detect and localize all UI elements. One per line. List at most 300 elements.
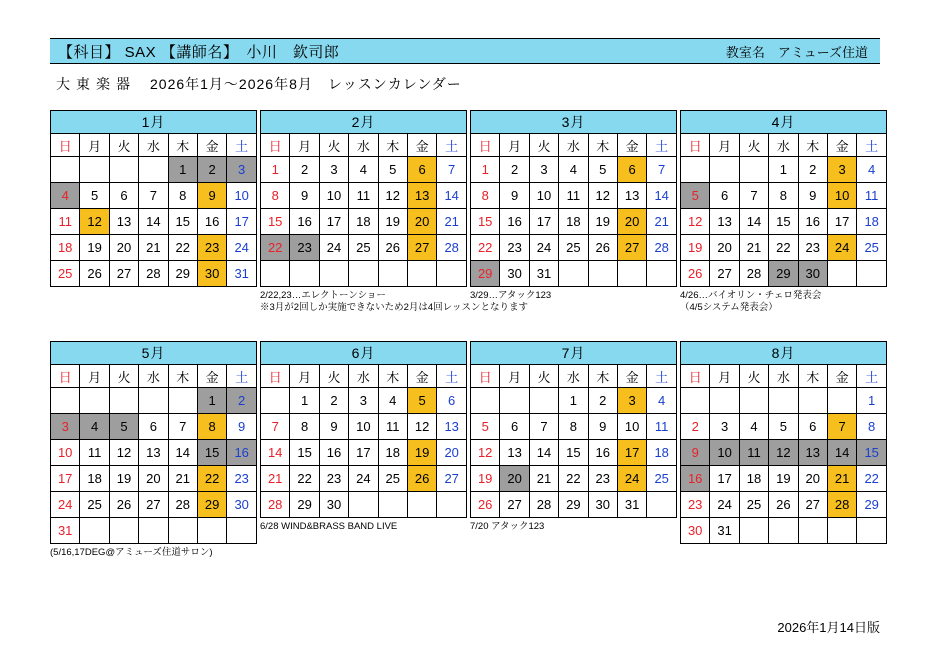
calendar-day-cell[interactable]: 25 [857, 235, 887, 261]
calendar-day-cell[interactable]: 11 [559, 183, 588, 209]
calendar-empty-cell [168, 518, 197, 544]
dow-header: 月 [290, 134, 319, 157]
calendar-day-cell[interactable]: 26 [407, 466, 436, 492]
calendar-day-cell[interactable]: 6 [437, 388, 467, 414]
calendar-day-cell[interactable]: 23 [227, 466, 257, 492]
calendar-day-cell[interactable]: 23 [500, 235, 529, 261]
calendar-empty-cell [139, 388, 168, 414]
calendar-day-cell[interactable]: 14 [739, 209, 768, 235]
calendar-day-cell[interactable]: 2 [227, 388, 257, 414]
calendar-day-cell[interactable]: 22 [168, 235, 197, 261]
calendar-day-cell[interactable]: 19 [769, 466, 798, 492]
calendar-note-line: 6/28 WIND&BRASS BAND LIVE [260, 521, 398, 532]
calendar-day-cell[interactable]: 9 [588, 414, 617, 440]
calendar-day-cell[interactable]: 4 [647, 388, 677, 414]
dow-header: 日 [261, 134, 290, 157]
calendar-day-cell[interactable]: 5 [681, 183, 710, 209]
calendar-day-cell[interactable]: 3 [51, 414, 80, 440]
calendar-day-cell[interactable]: 2 [319, 388, 348, 414]
calendar-day-cell[interactable]: 3 [827, 157, 856, 183]
calendar-day-cell[interactable]: 20 [407, 209, 436, 235]
calendar-day-cell[interactable]: 14 [827, 440, 856, 466]
calendar-day-cell[interactable]: 1 [559, 388, 588, 414]
dow-header: 火 [529, 365, 558, 388]
calendar-day-cell[interactable]: 24 [319, 235, 348, 261]
calendar-day-cell[interactable]: 27 [437, 466, 467, 492]
calendar-day-cell[interactable]: 16 [290, 209, 319, 235]
calendar-day-cell[interactable]: 25 [647, 466, 677, 492]
calendar-day-cell[interactable]: 13 [139, 440, 168, 466]
calendar-day-cell[interactable]: 9 [798, 183, 827, 209]
calendar-day-cell[interactable]: 26 [588, 235, 617, 261]
calendar-day-cell[interactable]: 31 [227, 261, 257, 287]
calendar-day-cell[interactable]: 23 [681, 492, 710, 518]
calendar-day-cell[interactable]: 28 [529, 492, 558, 518]
calendar-day-cell[interactable]: 13 [617, 183, 646, 209]
calendar-week-row [471, 414, 677, 440]
calendar-day-cell[interactable]: 17 [710, 466, 739, 492]
calendar-day-cell[interactable]: 11 [349, 183, 378, 209]
calendar-day-cell[interactable]: 1 [769, 157, 798, 183]
calendar-empty-cell [407, 261, 436, 287]
calendar-day-cell[interactable]: 13 [500, 440, 529, 466]
calendar-day-cell[interactable]: 28 [261, 492, 290, 518]
calendar-day-cell[interactable]: 9 [681, 440, 710, 466]
calendar-day-cell[interactable]: 8 [261, 183, 290, 209]
calendar-day-cell[interactable]: 15 [769, 209, 798, 235]
calendar-day-cell[interactable]: 16 [798, 209, 827, 235]
calendar-day-cell[interactable]: 29 [769, 261, 798, 287]
calendar-day-cell[interactable]: 27 [139, 492, 168, 518]
calendar-day-cell[interactable]: 3 [617, 388, 646, 414]
calendar-day-cell[interactable]: 8 [471, 183, 500, 209]
calendar-week-row [681, 235, 887, 261]
calendar-day-cell[interactable]: 13 [437, 414, 467, 440]
calendar-day-cell[interactable]: 22 [857, 466, 887, 492]
calendar-day-cell[interactable]: 21 [168, 466, 197, 492]
dow-header: 月 [500, 365, 529, 388]
calendar-day-cell[interactable]: 19 [681, 235, 710, 261]
calendar-week-row [261, 261, 467, 287]
calendar-day-cell[interactable]: 8 [559, 414, 588, 440]
calendar-day-cell[interactable]: 19 [80, 235, 109, 261]
calendar-empty-cell [588, 261, 617, 287]
calendar-empty-cell [827, 388, 856, 414]
calendar-day-cell[interactable]: 18 [739, 466, 768, 492]
calendar-day-cell[interactable]: 15 [471, 209, 500, 235]
calendar-day-cell[interactable]: 15 [197, 440, 226, 466]
calendar-day-cell[interactable]: 12 [769, 440, 798, 466]
calendar-day-cell[interactable]: 11 [51, 209, 80, 235]
calendar-day-cell[interactable]: 5 [80, 183, 109, 209]
calendar-day-cell[interactable]: 30 [319, 492, 348, 518]
calendar-week-row [51, 440, 257, 466]
dow-header: 木 [168, 134, 197, 157]
calendar-day-cell[interactable]: 6 [407, 157, 436, 183]
calendar-day-cell[interactable]: 24 [827, 235, 856, 261]
calendar-table [470, 110, 677, 287]
calendar-day-cell[interactable]: 13 [710, 209, 739, 235]
calendar-day-cell[interactable]: 26 [471, 492, 500, 518]
calendar-day-cell[interactable]: 6 [798, 414, 827, 440]
calendar-day-cell[interactable]: 27 [617, 235, 646, 261]
calendar-empty-cell [471, 388, 500, 414]
calendar-day-cell[interactable]: 25 [378, 466, 407, 492]
calendar-day-cell[interactable]: 17 [617, 440, 646, 466]
calendar-empty-cell [407, 492, 436, 518]
calendar-day-cell[interactable]: 25 [559, 235, 588, 261]
calendar-day-cell[interactable]: 11 [647, 414, 677, 440]
calendar-row-second [50, 341, 887, 559]
calendar-note-line: 7/20 アタック123 [470, 521, 545, 532]
calendar-day-cell[interactable]: 20 [139, 466, 168, 492]
calendar-day-cell[interactable]: 24 [529, 235, 558, 261]
calendar-day-cell[interactable]: 18 [80, 466, 109, 492]
calendar-day-cell[interactable]: 11 [378, 414, 407, 440]
calendar-day-cell[interactable]: 14 [437, 183, 467, 209]
calendar-day-cell[interactable]: 21 [739, 235, 768, 261]
calendar-day-cell[interactable]: 3 [529, 157, 558, 183]
calendar-day-cell[interactable]: 28 [647, 235, 677, 261]
calendar-day-cell[interactable]: 28 [739, 261, 768, 287]
calendar-day-cell[interactable]: 22 [769, 235, 798, 261]
calendar-day-cell[interactable]: 14 [139, 209, 168, 235]
calendar-day-cell[interactable]: 7 [529, 414, 558, 440]
calendar-day-cell[interactable]: 8 [290, 414, 319, 440]
calendar-day-cell[interactable]: 29 [857, 492, 887, 518]
calendar-day-cell[interactable]: 29 [168, 261, 197, 287]
calendar-day-cell[interactable]: 6 [500, 414, 529, 440]
calendar-day-cell[interactable]: 29 [197, 492, 226, 518]
calendar-day-cell[interactable]: 2 [290, 157, 319, 183]
calendar-day-cell[interactable]: 11 [80, 440, 109, 466]
dow-header: 火 [109, 134, 138, 157]
calendar-day-cell[interactable]: 18 [559, 209, 588, 235]
calendar-day-cell[interactable]: 30 [197, 261, 226, 287]
dow-header: 土 [227, 134, 257, 157]
calendar-day-cell[interactable]: 29 [559, 492, 588, 518]
calendar-day-cell[interactable]: 30 [227, 492, 257, 518]
dow-header: 火 [529, 134, 558, 157]
calendar-day-cell[interactable]: 16 [227, 440, 257, 466]
calendar-day-cell[interactable]: 12 [471, 440, 500, 466]
shop-name: 大東楽器 [56, 76, 136, 92]
calendar-day-cell[interactable]: 9 [319, 414, 348, 440]
calendar-day-cell[interactable]: 20 [437, 440, 467, 466]
calendar-day-cell[interactable]: 1 [168, 157, 197, 183]
calendar-day-cell[interactable]: 9 [227, 414, 257, 440]
calendar-day-cell[interactable]: 3 [227, 157, 257, 183]
calendar-day-cell[interactable]: 21 [647, 209, 677, 235]
calendar-day-cell[interactable]: 13 [109, 209, 138, 235]
calendar-day-cell[interactable]: 1 [261, 157, 290, 183]
calendar-day-cell[interactable]: 24 [349, 466, 378, 492]
calendar-day-cell[interactable]: 1 [197, 388, 226, 414]
calendar-day-cell[interactable]: 4 [378, 388, 407, 414]
calendar-day-cell[interactable]: 14 [647, 183, 677, 209]
calendar-day-cell[interactable]: 12 [109, 440, 138, 466]
calendar-day-cell[interactable]: 27 [798, 492, 827, 518]
calendar-day-cell[interactable]: 27 [109, 261, 138, 287]
calendar-day-cell[interactable]: 29 [471, 261, 500, 287]
calendar-day-cell[interactable]: 10 [710, 440, 739, 466]
calendar-day-cell[interactable]: 1 [471, 157, 500, 183]
calendar-day-cell[interactable]: 6 [710, 183, 739, 209]
calendar-day-cell[interactable]: 4 [349, 157, 378, 183]
calendar-day-cell[interactable]: 6 [617, 157, 646, 183]
calendar-day-cell[interactable]: 14 [168, 440, 197, 466]
calendar-day-cell[interactable]: 14 [261, 440, 290, 466]
calendar-day-cell[interactable]: 10 [529, 183, 558, 209]
calendar-day-cell[interactable]: 28 [168, 492, 197, 518]
calendar-day-cell[interactable]: 8 [769, 183, 798, 209]
calendar-day-cell[interactable]: 30 [798, 261, 827, 287]
calendar-empty-cell [319, 261, 348, 287]
calendar-day-cell[interactable]: 12 [378, 183, 407, 209]
calendar-day-cell[interactable]: 7 [739, 183, 768, 209]
calendar-day-cell[interactable]: 11 [857, 183, 887, 209]
dow-header: 日 [681, 134, 710, 157]
calendar-day-cell[interactable]: 24 [617, 466, 646, 492]
calendar-day-cell[interactable]: 15 [168, 209, 197, 235]
calendar-day-cell[interactable]: 15 [261, 209, 290, 235]
calendar-day-cell[interactable]: 25 [80, 492, 109, 518]
calendar-day-cell[interactable]: 31 [51, 518, 80, 544]
calendar-day-cell[interactable]: 21 [261, 466, 290, 492]
calendar-day-cell[interactable]: 30 [681, 518, 710, 544]
calendar-day-cell[interactable]: 12 [681, 209, 710, 235]
calendar-week-row [471, 235, 677, 261]
calendar-day-cell[interactable]: 17 [529, 209, 558, 235]
calendar-empty-cell [437, 261, 467, 287]
calendar-day-cell[interactable]: 22 [471, 235, 500, 261]
calendar-day-cell[interactable]: 19 [407, 440, 436, 466]
calendar-day-cell[interactable]: 26 [769, 492, 798, 518]
calendar-day-cell[interactable]: 4 [51, 183, 80, 209]
month-title: 8月 [681, 342, 887, 365]
calendar-day-cell[interactable]: 19 [378, 209, 407, 235]
calendar-day-cell[interactable]: 4 [739, 414, 768, 440]
calendar-day-cell[interactable]: 2 [500, 157, 529, 183]
calendar-day-cell[interactable]: 21 [139, 235, 168, 261]
calendar-day-cell[interactable]: 10 [319, 183, 348, 209]
calendar-day-cell[interactable]: 15 [290, 440, 319, 466]
period-label: 2026年1月～2026年8月 レッスンカレンダー [150, 76, 462, 92]
calendar-day-cell[interactable]: 2 [588, 388, 617, 414]
dow-header: 土 [647, 134, 677, 157]
calendar-day-cell[interactable]: 17 [227, 209, 257, 235]
calendar-day-cell[interactable]: 26 [80, 261, 109, 287]
calendar-day-cell[interactable]: 2 [197, 157, 226, 183]
calendar-day-cell[interactable]: 21 [437, 209, 467, 235]
calendar-day-cell[interactable]: 20 [109, 235, 138, 261]
calendar-day-cell[interactable]: 14 [529, 440, 558, 466]
calendar-day-cell[interactable]: 12 [588, 183, 617, 209]
calendar-day-cell[interactable]: 20 [798, 466, 827, 492]
calendar-day-cell[interactable]: 27 [407, 235, 436, 261]
calendar-day-cell[interactable]: 5 [588, 157, 617, 183]
calendar-empty-cell [80, 518, 109, 544]
calendar-day-cell[interactable]: 5 [471, 414, 500, 440]
calendar-day-cell[interactable]: 30 [500, 261, 529, 287]
calendar-day-cell[interactable]: 26 [378, 235, 407, 261]
calendar-day-cell[interactable]: 18 [857, 209, 887, 235]
calendar-day-cell[interactable]: 22 [261, 235, 290, 261]
calendar-day-cell[interactable]: 5 [407, 388, 436, 414]
calendar-day-cell[interactable]: 10 [51, 440, 80, 466]
calendar-day-cell[interactable]: 1 [290, 388, 319, 414]
calendar-day-cell[interactable]: 7 [647, 157, 677, 183]
calendar-week-row [51, 157, 257, 183]
calendar-day-cell[interactable]: 8 [197, 414, 226, 440]
calendar-empty-cell [798, 518, 827, 544]
dow-header: 月 [80, 134, 109, 157]
dow-header: 月 [290, 365, 319, 388]
calendar-day-cell[interactable]: 10 [349, 414, 378, 440]
calendar-day-cell[interactable]: 22 [197, 466, 226, 492]
calendar-day-cell[interactable]: 4 [857, 157, 887, 183]
calendar-note [50, 547, 257, 559]
calendar-day-cell[interactable]: 3 [710, 414, 739, 440]
calendar-day-cell[interactable]: 9 [290, 183, 319, 209]
calendar-table [680, 110, 887, 287]
calendar-week-row [51, 261, 257, 287]
calendar-day-cell[interactable]: 20 [617, 209, 646, 235]
calendar-day-cell[interactable]: 15 [559, 440, 588, 466]
calendar-day-cell[interactable]: 13 [407, 183, 436, 209]
calendar-day-cell[interactable]: 17 [349, 440, 378, 466]
calendar-day-cell[interactable]: 23 [290, 235, 319, 261]
calendar-day-cell[interactable]: 9 [197, 183, 226, 209]
dow-header: 水 [769, 134, 798, 157]
calendar-day-cell[interactable]: 31 [529, 261, 558, 287]
calendar-day-cell[interactable]: 20 [500, 466, 529, 492]
calendar-day-cell[interactable]: 5 [769, 414, 798, 440]
calendar-day-cell[interactable]: 17 [827, 209, 856, 235]
calendar-day-cell[interactable]: 13 [798, 440, 827, 466]
calendar-day-cell[interactable]: 6 [139, 414, 168, 440]
calendar-day-cell[interactable]: 28 [139, 261, 168, 287]
calendar-week-row [681, 440, 887, 466]
calendar-week-row [51, 183, 257, 209]
calendar-day-cell[interactable]: 7 [168, 414, 197, 440]
calendar-day-cell[interactable]: 12 [80, 209, 109, 235]
calendar-day-cell[interactable]: 7 [437, 157, 467, 183]
calendar-day-cell[interactable]: 26 [681, 261, 710, 287]
calendar-day-cell[interactable]: 11 [739, 440, 768, 466]
calendar-day-cell[interactable]: 9 [500, 183, 529, 209]
calendar-day-cell[interactable]: 22 [290, 466, 319, 492]
dow-header: 日 [51, 134, 80, 157]
calendar-day-cell[interactable]: 3 [319, 157, 348, 183]
calendar-day-cell[interactable]: 8 [857, 414, 887, 440]
calendar-day-cell[interactable]: 19 [471, 466, 500, 492]
calendar-empty-cell [261, 388, 290, 414]
calendar-day-cell[interactable]: 23 [319, 466, 348, 492]
dow-header: 水 [769, 365, 798, 388]
calendar-day-cell[interactable]: 16 [319, 440, 348, 466]
dow-header: 月 [710, 134, 739, 157]
month-title: 3月 [471, 111, 677, 134]
calendar-day-cell[interactable]: 31 [710, 518, 739, 544]
calendar-day-cell[interactable]: 29 [290, 492, 319, 518]
calendar-note-line: 3/29…アタック123 [470, 290, 552, 301]
calendar-day-cell[interactable]: 16 [197, 209, 226, 235]
calendar-day-cell[interactable]: 7 [139, 183, 168, 209]
calendar-day-cell[interactable]: 16 [681, 466, 710, 492]
calendar-day-cell[interactable]: 16 [588, 440, 617, 466]
calendar-day-cell[interactable]: 5 [378, 157, 407, 183]
calendar-day-cell[interactable]: 5 [109, 414, 138, 440]
calendar-empty-cell [739, 157, 768, 183]
calendar-day-cell[interactable]: 7 [261, 414, 290, 440]
calendar-day-cell[interactable]: 17 [51, 466, 80, 492]
calendar-day-cell[interactable]: 18 [51, 235, 80, 261]
calendar-table [680, 341, 887, 544]
calendar-empty-cell [827, 261, 856, 287]
calendar-day-cell[interactable]: 21 [529, 466, 558, 492]
dow-header: 金 [197, 365, 226, 388]
calendar-day-cell[interactable]: 10 [827, 183, 856, 209]
calendar-day-cell[interactable]: 18 [378, 440, 407, 466]
calendar-day-cell[interactable]: 28 [437, 235, 467, 261]
calendar-day-cell[interactable]: 15 [857, 440, 887, 466]
calendar-day-cell[interactable]: 27 [710, 261, 739, 287]
calendar-day-cell[interactable]: 6 [109, 183, 138, 209]
calendar-day-cell[interactable]: 23 [798, 235, 827, 261]
calendar-day-cell[interactable]: 19 [109, 466, 138, 492]
month-title: 2月 [261, 111, 467, 134]
calendar-day-cell[interactable]: 23 [588, 466, 617, 492]
calendar-day-cell[interactable]: 2 [798, 157, 827, 183]
calendar-day-cell[interactable]: 18 [647, 440, 677, 466]
calendar-day-cell[interactable]: 27 [500, 492, 529, 518]
calendar-day-cell[interactable]: 24 [710, 492, 739, 518]
calendar-day-cell[interactable]: 30 [588, 492, 617, 518]
dow-header: 水 [139, 134, 168, 157]
calendar-week-row [681, 209, 887, 235]
calendar-day-cell[interactable]: 23 [197, 235, 226, 261]
calendar-day-cell[interactable]: 26 [109, 492, 138, 518]
calendar-day-cell[interactable]: 4 [559, 157, 588, 183]
calendar-day-cell[interactable]: 1 [857, 388, 887, 414]
calendar-day-cell[interactable]: 17 [319, 209, 348, 235]
calendar-day-cell[interactable]: 28 [827, 492, 856, 518]
calendar-day-cell[interactable]: 12 [407, 414, 436, 440]
calendar-day-cell[interactable]: 8 [168, 183, 197, 209]
calendar-day-cell[interactable]: 19 [588, 209, 617, 235]
calendar-day-cell[interactable]: 18 [349, 209, 378, 235]
calendar-day-cell[interactable]: 22 [559, 466, 588, 492]
calendar-day-cell[interactable]: 3 [349, 388, 378, 414]
calendar-week-row [261, 466, 467, 492]
calendar-day-cell[interactable]: 4 [80, 414, 109, 440]
calendar-day-cell[interactable]: 21 [827, 466, 856, 492]
calendar-day-cell[interactable]: 31 [617, 492, 646, 518]
calendar-day-cell[interactable]: 25 [51, 261, 80, 287]
calendar-day-cell[interactable]: 25 [349, 235, 378, 261]
calendar-week-row [471, 492, 677, 518]
calendar-day-cell[interactable]: 24 [51, 492, 80, 518]
calendar-day-cell[interactable]: 10 [617, 414, 646, 440]
calendar-day-cell[interactable]: 25 [739, 492, 768, 518]
calendar-day-cell[interactable]: 20 [710, 235, 739, 261]
calendar-day-cell[interactable]: 7 [827, 414, 856, 440]
calendar-day-cell[interactable]: 2 [681, 414, 710, 440]
calendar-day-cell[interactable]: 10 [227, 183, 257, 209]
calendar-day-cell[interactable]: 24 [227, 235, 257, 261]
calendar-day-cell[interactable]: 16 [500, 209, 529, 235]
